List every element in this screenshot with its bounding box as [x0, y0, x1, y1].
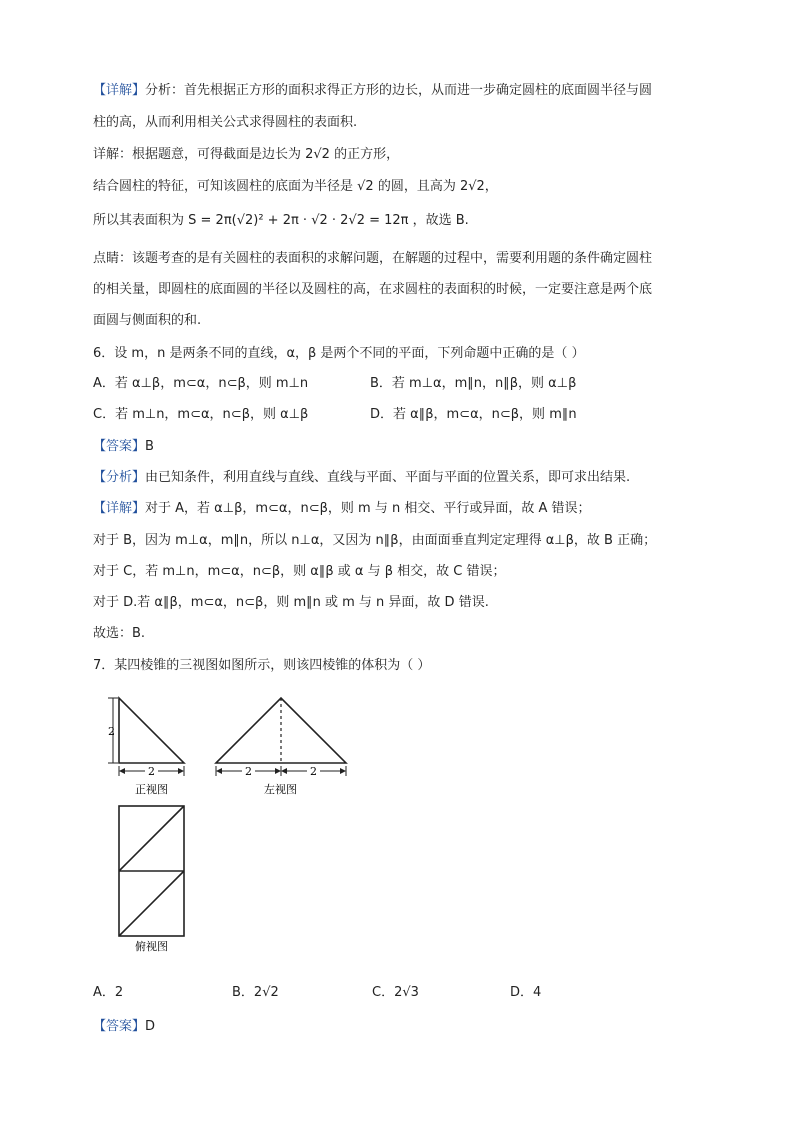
- detail-heading: 【详解】: [93, 501, 146, 516]
- q7-answer: 【答案】D: [93, 1019, 156, 1034]
- front-width-label: 2: [148, 765, 155, 778]
- side-right-width-label: 2: [310, 765, 317, 778]
- q6-conclusion: 故选：B.: [93, 626, 146, 641]
- detail-heading: 【详解】: [93, 83, 146, 98]
- q6-option-c: C．若 m⊥n，m⊂α，n⊂β，则 α⊥β: [93, 407, 309, 422]
- p5-detail-line1: 【详解】分析：首先根据正方形的面积求得正方形的边长，从而进一步确定圆柱的底面圆半径与圆: [93, 83, 653, 98]
- q6-answer: 【答案】B: [93, 439, 154, 454]
- q6-stem: 6．设 m，n 是两条不同的直线，α，β 是两个不同的平面，下列命题中正确的是（ ）: [93, 346, 585, 361]
- p5-detail-line5: 所以其表面积为 S = 2π(√2)² + 2π · √2 · 2√2 = 12π ，故选 B.: [93, 213, 469, 228]
- front-height-label: 2: [108, 725, 115, 738]
- q7-option-c: C．2√3: [372, 985, 419, 1000]
- p5-detail-line4: 结合圆柱的特征，可知该圆柱的底面为半径是 √2 的圆，且高为 2√2，: [93, 179, 498, 194]
- q6-detail-line2: 对于 B，因为 m⊥α，m∥n，所以 n⊥α，又因为 n∥β，由面面垂直判定定理得 α⊥β，故 B 正确；: [93, 533, 657, 548]
- p5-comment-line1: 点睛：该题考查的是有关圆柱的表面积的求解问题，在解题的过程中，需要利用题的条件确定圆柱: [93, 251, 653, 266]
- q7-option-d: D．4: [510, 985, 542, 1000]
- top-view-label: 俯视图: [135, 940, 168, 953]
- answer-heading: 【答案】: [93, 1019, 146, 1034]
- analysis-heading: 【分析】: [93, 470, 146, 485]
- q7-option-b: B．2√2: [232, 985, 279, 1000]
- q6-option-b: B．若 m⊥α，m∥n，n∥β，则 α⊥β: [370, 376, 577, 391]
- front-view: [119, 698, 184, 763]
- three-view-figure: [90, 688, 360, 962]
- q7-stem: 7．某四棱锥的三视图如图所示，则该四棱锥的体积为（ ）: [93, 658, 431, 673]
- q6-option-d: D．若 α∥β，m⊂α，n⊂β，则 m∥n: [370, 407, 577, 422]
- q6-detail-line4: 对于 D.若 α∥β，m⊂α，n⊂β，则 m∥n 或 m 与 n 异面，故 D 错误.: [93, 595, 489, 610]
- q6-option-a: A．若 α⊥β，m⊂α，n⊂β，则 m⊥n: [93, 376, 309, 391]
- p5-comment-line2: 的相关量，即圆柱的底面圆的半径以及圆柱的高，在求圆柱的表面积的时候，一定要注意是两个底: [93, 282, 653, 297]
- three-view-svg: [90, 688, 360, 958]
- q6-analysis: 【分析】由已知条件，利用直线与直线、直线与平面、平面与平面的位置关系，即可求出结果.: [93, 470, 631, 485]
- answer-heading: 【答案】: [93, 439, 146, 454]
- q6-detail-line1: 【详解】对于 A，若 α⊥β，m⊂α，n⊂β，则 m 与 n 相交、平行或异面，故 A 错误；: [93, 501, 591, 516]
- p5-detail-line2: 柱的高，从而利用相关公式求得圆柱的表面积.: [93, 115, 358, 130]
- side-view-label: 左视图: [264, 783, 297, 796]
- q6-detail-line3: 对于 C，若 m⊥n，m⊂α，n⊂β，则 α∥β 或 α 与 β 相交，故 C 错误；: [93, 564, 506, 579]
- front-view-label: 正视图: [135, 783, 168, 796]
- q7-option-a: A．2: [93, 985, 124, 1000]
- p5-comment-line3: 面圆与侧面积的和.: [93, 313, 202, 328]
- side-left-width-label: 2: [245, 765, 252, 778]
- p5-detail-line3: 详解：根据题意，可得截面是边长为 2√2 的正方形，: [93, 147, 400, 162]
- top-view: [119, 806, 184, 936]
